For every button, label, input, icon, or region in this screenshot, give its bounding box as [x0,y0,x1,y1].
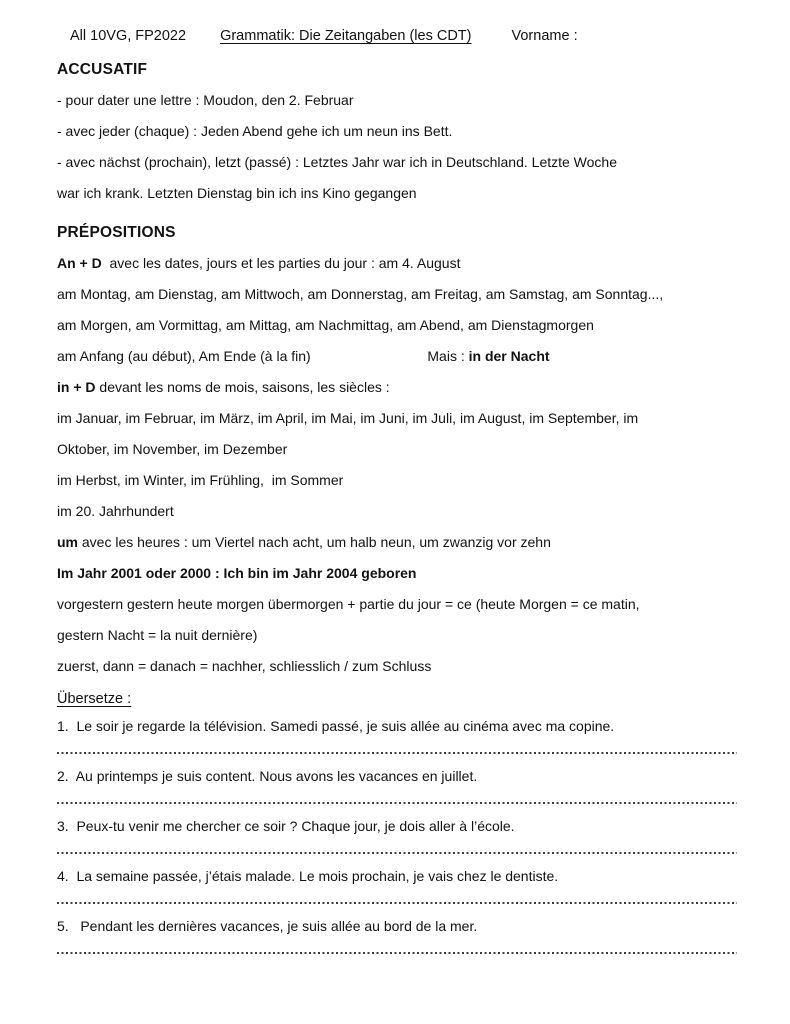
text-line [57,178,737,209]
text-segment: im Januar, im Februar, im März, im April, im Mai, im Juni, im Juli, im August, im September, im [57,410,639,426]
text-line [57,465,737,496]
text-segment: ACCUSATIF [57,61,148,78]
section-heading [57,217,737,248]
text-line [57,434,737,465]
exercise-sentence [57,713,737,739]
text-segment: im 20. Jahrhundert [57,503,174,519]
answer-dotted-line [57,902,737,904]
answer-dotted-line [57,852,737,854]
text-segment: avec les heures : um Viertel nach acht, um halb neun, um zwanzig vor zehn [78,534,551,550]
text-segment: am Anfang (au début), Am Ende (à la fin) Mais : [57,348,469,364]
exercise-sentence [57,863,737,889]
text-segment: Oktober, im November, im Dezember [57,441,288,457]
text-line [57,341,737,372]
text-line [57,116,737,147]
text-line [57,147,737,178]
text-line [57,527,737,558]
document-body [57,54,737,954]
text-segment: vorgestern gestern heute morgen übermorgen + partie du jour = ce (heute Morgen = ce matin, [57,596,640,612]
text-line [57,620,737,651]
text-segment: in + D [57,379,96,395]
text-line [57,496,737,527]
worksheet-title: Grammatik: Die Zeitangaben (les CDT) [220,28,472,44]
name-label: Vorname : [511,28,578,44]
text-segment: 2. Au printemps je suis content. Nous avons les vacances en juillet. [57,768,478,784]
text-segment: - avec jeder (chaque) : Jeden Abend gehe ich um neun ins Bett. [57,123,453,139]
text-segment: Im Jahr 2001 oder 2000 : Ich bin im Jahr 2004 geboren [57,565,417,581]
text-line [57,279,737,310]
answer-dotted-line [57,952,737,954]
text-line [57,651,737,682]
text-segment: 1. Le soir je regarde la télévision. Samedi passé, je suis allée au cinéma avec ma copine. [57,718,615,734]
text-segment: devant les noms de mois, saisons, les siècles : [95,379,390,395]
text-segment: An + D [57,255,102,271]
class-id: All 10VG, FP2022 [70,28,187,44]
text-line [57,589,737,620]
text-segment: um [57,534,78,550]
text-segment: im Herbst, im Winter, im Frühling, im Sommer [57,472,344,488]
section-heading [57,54,737,85]
exercise-sentence [57,763,737,789]
text-segment: am Montag, am Dienstag, am Mittwoch, am Donnerstag, am Freitag, am Samstag, am Sonntag..., [57,286,664,302]
text-segment: Übersetze : [57,691,132,707]
text-line [57,310,737,341]
text-line [57,372,737,403]
answer-dotted-line [57,752,737,754]
text-segment: zuerst, dann = danach = nachher, schliesslich / zum Schluss [57,658,432,674]
text-segment: am Morgen, am Vormittag, am Mittag, am Nachmittag, am Abend, am Dienstagmorgen [57,317,594,333]
exercise-sentence [57,813,737,839]
answer-dotted-line [57,802,737,804]
text-line [57,403,737,434]
text-segment: 3. Peux-tu venir me chercher ce soir ? Chaque jour, je dois aller à l’école. [57,818,515,834]
text-segment: 5. Pendant les dernières vacances, je suis allée au bord de la mer. [57,918,478,934]
text-segment: 4. La semaine passée, j’étais malade. Le mois prochain, je vais chez le dentiste. [57,868,559,884]
text-line [57,85,737,116]
text-segment: avec les dates, jours et les parties du jour : am 4. August [101,255,461,271]
text-segment: gestern Nacht = la nuit dernière) [57,627,258,643]
text-segment: PRÉPOSITIONS [57,224,176,241]
exercise-sentence [57,913,737,939]
text-segment: - avec nächst (prochain), letzt (passé) : Letztes Jahr war ich in Deutschland. Letzte Woche [57,154,617,170]
text-segment: in der Nacht [468,348,550,364]
worksheet-header [57,26,737,46]
text-segment: - pour dater une lettre : Moudon, den 2. Februar [57,92,354,108]
text-line [57,248,737,279]
exercise-heading [57,686,737,713]
text-line [57,558,737,589]
text-segment: war ich krank. Letzten Dienstag bin ich ins Kino gegangen [57,185,417,201]
